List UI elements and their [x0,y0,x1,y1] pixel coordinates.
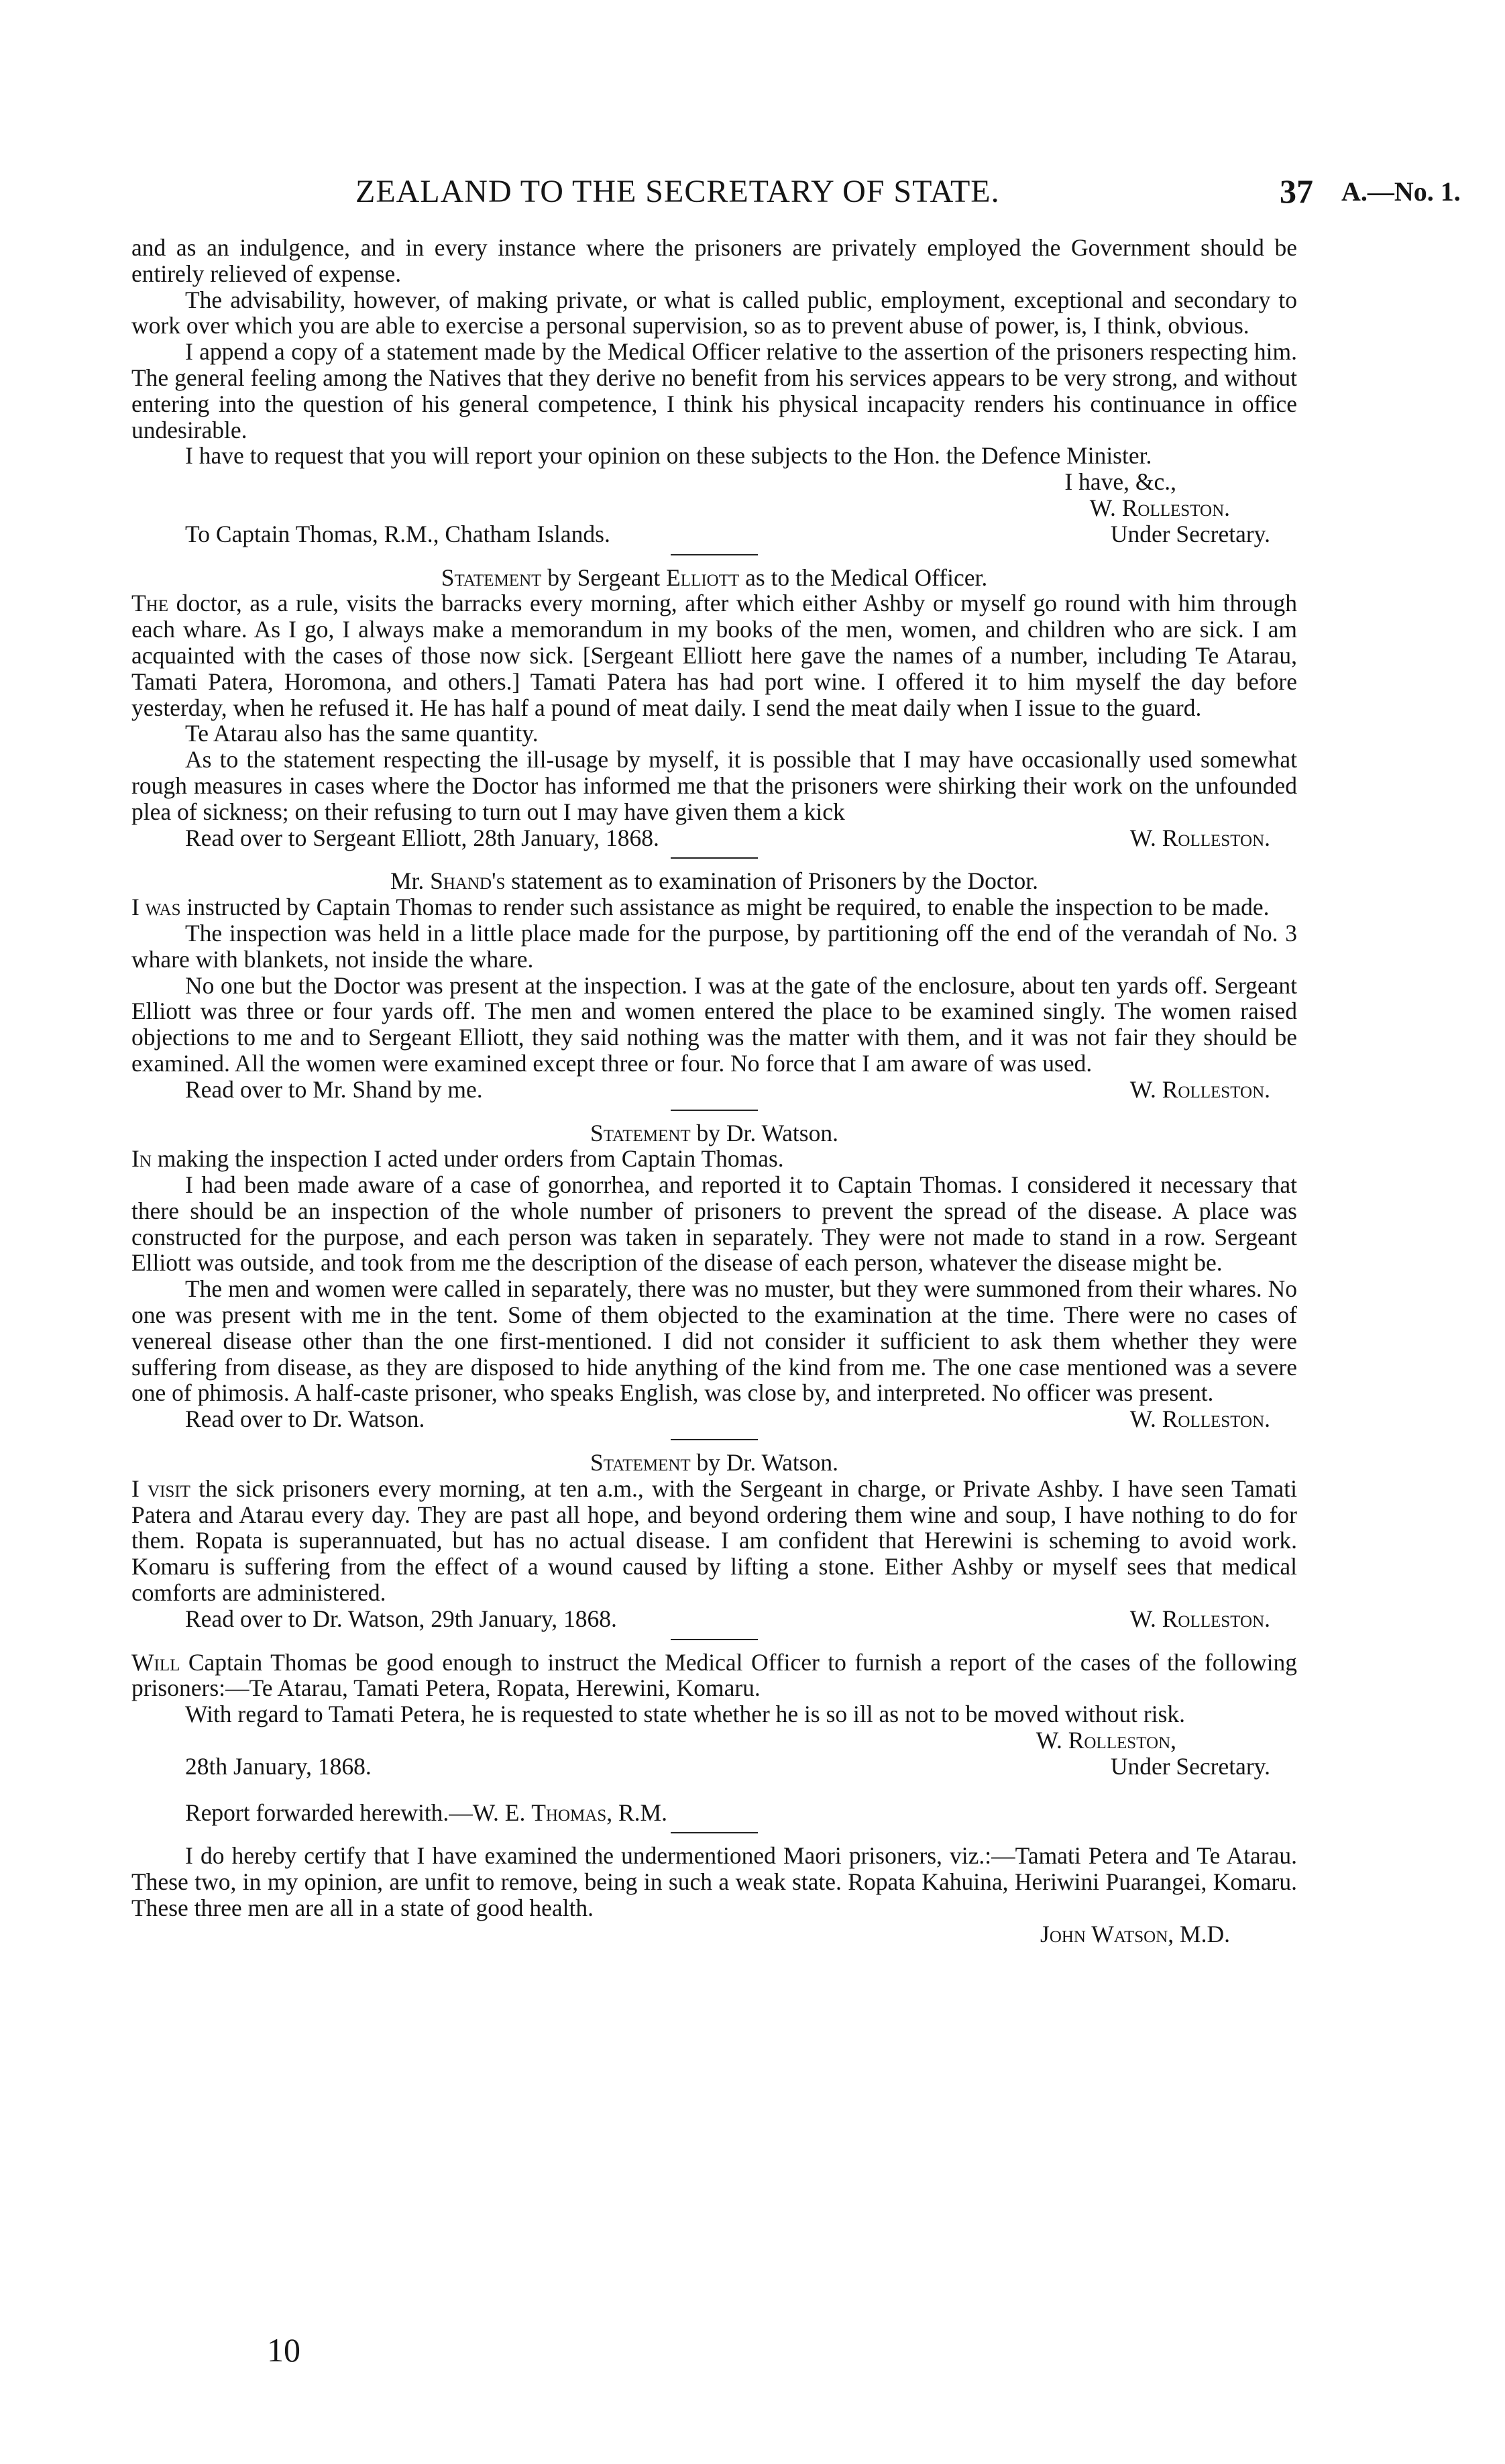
watson1-read-over-row [131,1406,1297,1432]
elliott-read-over-row [131,825,1297,851]
certificate-paragraph: I do hereby certify that I have examined the undermentioned Maori prisoners, viz.:—Tamati Petera and Te Atarau. These two, in my opinion, are unfit to remove, being in such a weak state. Ropata Kahuina, Heriwini Puarangei, Komaru. These three men are all in a state of good health. [131,1842,1297,1922]
watson1-signature: W. Rolleston. [1129,1405,1270,1433]
elliott-signature: W. Rolleston. [1129,824,1270,851]
elliott-heading: Statement by Sergeant Elliott as to the Medical Officer. [441,564,988,591]
elliott-paragraph: Te Atarau also has the same quantity. [185,720,539,747]
section-divider [671,1439,758,1440]
watson1-heading: Statement by Dr. Watson. [590,1119,838,1146]
section-divider [671,1639,758,1640]
letter-paragraph: The advisability, however, of making private, or what is called public, employment, exceptional and secondary to work over which you are able to exercise a personal supervision, so as to prevent abuse of power, is, I think, obvious. [131,286,1297,339]
shand-heading: Mr. Shand's statement as to examination of Prisoners by the Doctor. [390,867,1039,895]
section-divider [671,857,758,859]
certificate-signature: John Watson, M.D. [1040,1920,1230,1947]
elliott-paragraph: As to the statement respecting the ill-usage by myself, it is possible that I may have occasionally used somewhat rough measures in cases where the Doctor has informed me that the prisoners were shirking their work on the unfounded plea of sickness; on their refusing to turn out I may have given them a kick [131,746,1297,825]
request-date-row [131,1754,1297,1780]
shand-paragraph: I was instructed by Captain Thomas to render such assistance as might be required, to enable the inspection to be made. [131,894,1270,921]
request-paragraph: Will Captain Thomas be good enough to instruct the Medical Officer to furnish a report of the cases of the following prisoners:—Te Atarau, Tamati Petera, Ropata, Herewini, Komaru. [131,1648,1297,1702]
letter-signature: W. Rolleston. [1089,494,1230,521]
letter-paragraph: I have to request that you will report your opinion on these subjects to the Hon. the Defence Minister. [185,442,1152,470]
watson2-heading: Statement by Dr. Watson. [590,1449,838,1477]
letter-paragraph: and as an indulgence, and in every instance where the prisoners are privately employed the Government should be entirely relieved of expense. [131,234,1297,287]
watson1-paragraph: In making the inspection I acted under orders from Captain Thomas. [131,1145,784,1173]
shand-read-over-row [131,1077,1297,1103]
watson1-read-over: Read over to Dr. Watson. [185,1405,425,1433]
request-date: 28th January, 1868. [185,1752,372,1780]
elliott-paragraph: The doctor, as a rule, visits the barracks every morning, after which either Ashby or myself go round with him through each whare. As I go, I always make a memorandum in my books of the men, women, and children who are sick. I am acquainted with the cases of those now sick. [Sergeant Elliott here gave the names of a number, including Te Atarau, Tamati Patera, Horomona, and others.] Tamati Patera has had port wine. I offered it to him myself the day before yesterday, when he refused it. He has half a pound of meat daily. I send the meat daily when I issue to the guard. [131,590,1298,721]
shand-paragraph: The inspection was held in a little place made for the purpose, by partitioning off the end of the verandah of No. 3 whare with blankets, not inside the whare. [131,919,1297,973]
section-divider [671,1832,758,1833]
request-paragraph: With regard to Tamati Petera, he is requested to state whether he is so ill as not to be moved without risk. [185,1701,1186,1728]
document-reference: A.—No. 1. [1341,176,1461,207]
watson2-paragraph: I visit the sick prisoners every morning, at ten a.m., with the Sergeant in charge, or Private Ashby. I have seen Tamati Patera and Atarau every day. They are past all hope, and beyond ordering them wine and soup, I have nothing to do for them. Ropata is superannuated, but has no actual disease. I am confident that Herewini is scheming to avoid work. Komaru is suffering from the effect of a wound caused by lifting a stone. Either Ashby or myself sees that medical comforts are administered. [131,1475,1298,1607]
elliott-read-over: Read over to Sergeant Elliott, 28th January, 1868. [185,824,659,851]
body-text [131,235,1297,1947]
watson1-paragraph: The men and women were called in separately, there was no muster, but they were summoned from their whares. No one was present with me in the tent. Some of them objected to the examination at the time. There were no cases of venereal disease other than the one first-mentioned. I did not consider it sufficient to ask them whether they were suffering from disease, as they are disposed to hide anything of the kind from me. The one case mentioned was a severe one of phimosis. A half-caste prisoner, who speaks English, was close by, and interpreted. No officer was present. [131,1275,1297,1407]
shand-signature: W. Rolleston. [1129,1075,1270,1103]
watson2-read-over: Read over to Dr. Watson, 29th January, 1868. [185,1605,617,1632]
letter-address-row [131,521,1297,547]
section-divider [671,554,758,555]
watson1-paragraph: I had been made aware of a case of gonorrhea, and reported it to Captain Thomas. I considered it necessary that there should be an inspection of the whole number of prisoners to prevent the spread of the disease. A place was constructed for the purpose, and each person was taken in separately. They were not made to stand in a row. Sergeant Elliott was outside, and took from me the description of the disease of each person, whatever the disease might be. [131,1171,1297,1277]
letter-paragraph: I append a copy of a statement made by the Medical Officer relative to the assertion of the prisoners respecting him. The general feeling among the Natives that they derive no benefit from his services appears to be very strong, and without entering into the question of his general competence, I think his physical incapacity renders his continuance in office undesirable. [131,338,1297,443]
footer-number: 10 [267,2331,300,2369]
request-signer-title: Under Secretary. [1110,1752,1270,1780]
watson2-read-over-row [131,1606,1297,1632]
letter-signer-title: Under Secretary. [1110,520,1270,547]
report-forwarded: Report forwarded herewith.—W. E. Thomas, R.M. [185,1799,667,1826]
page-number: 37 [1280,172,1313,210]
shand-paragraph: No one but the Doctor was present at the inspection. I was at the gate of the enclosure, about ten yards off. Sergeant Elliott was three or four yards off. The men and women entered the place to be examined singly. The women raised objections to me and to Sergeant Elliott, they said nothing was the matter with them, and it was not fair they should be examined. All the women were examined except three or four. No force that I am aware of was used. [131,971,1297,1077]
shand-read-over: Read over to Mr. Shand by me. [185,1075,483,1103]
section-divider [671,1110,758,1111]
request-signature: W. Rolleston, [1036,1727,1176,1754]
running-header-title: ZEALAND TO THE SECRETARY OF STATE. [355,174,1000,209]
watson2-signature: W. Rolleston. [1129,1605,1270,1632]
letter-closing: I have, &c., [1064,468,1176,496]
letter-addressee: To Captain Thomas, R.M., Chatham Islands. [185,520,610,547]
